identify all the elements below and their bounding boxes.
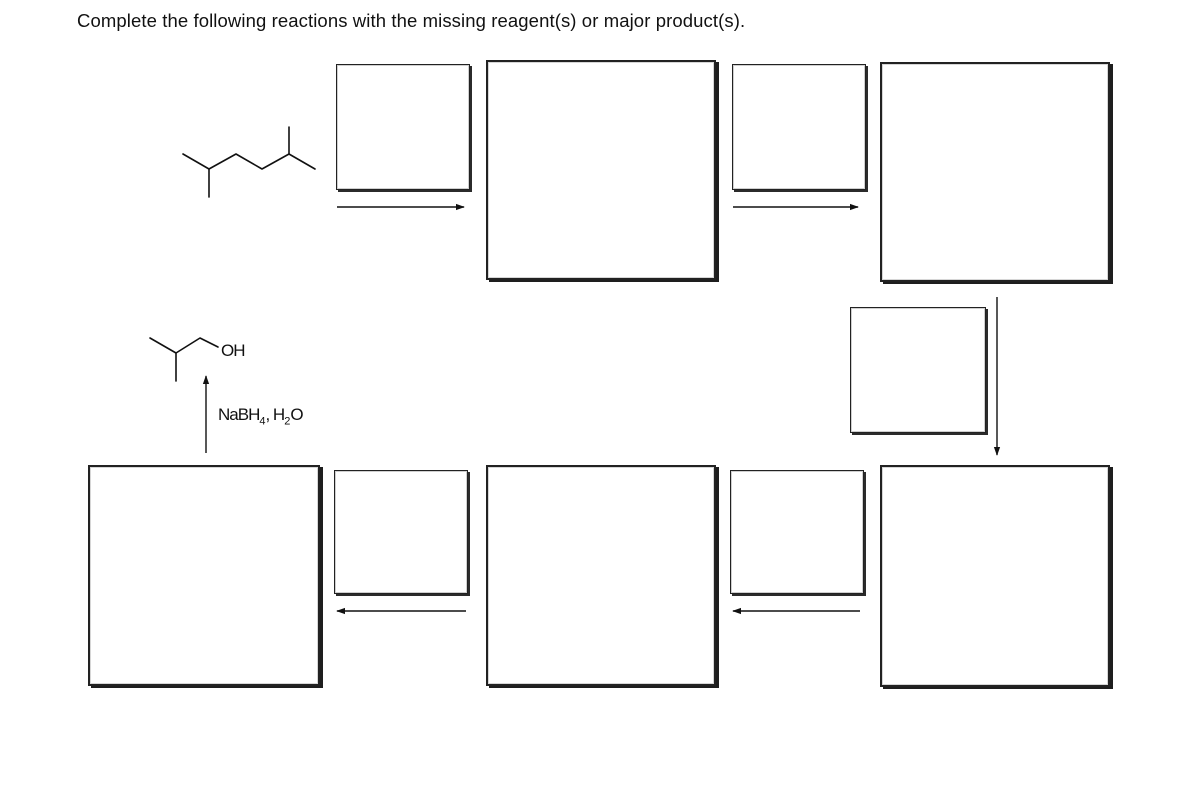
question-instruction: Complete the following reactions with the missing reagent(s) or major product(s). — [77, 10, 746, 31]
reagent-nabh: NaBH — [218, 405, 260, 424]
starting-alkane-structure — [183, 127, 315, 197]
alcohol-product-structure — [150, 338, 218, 381]
reagent-label — [218, 405, 303, 427]
hydroxyl-label: OH — [221, 341, 245, 360]
reagent-separator-h: , H — [265, 405, 285, 424]
alkane-main-chain — [183, 154, 315, 169]
reagent-subscript-2: 2 — [284, 415, 291, 428]
alcohol-chain — [150, 338, 218, 353]
reagent-subscript-4: 4 — [259, 415, 266, 428]
reagent-oxygen: O — [290, 405, 303, 424]
